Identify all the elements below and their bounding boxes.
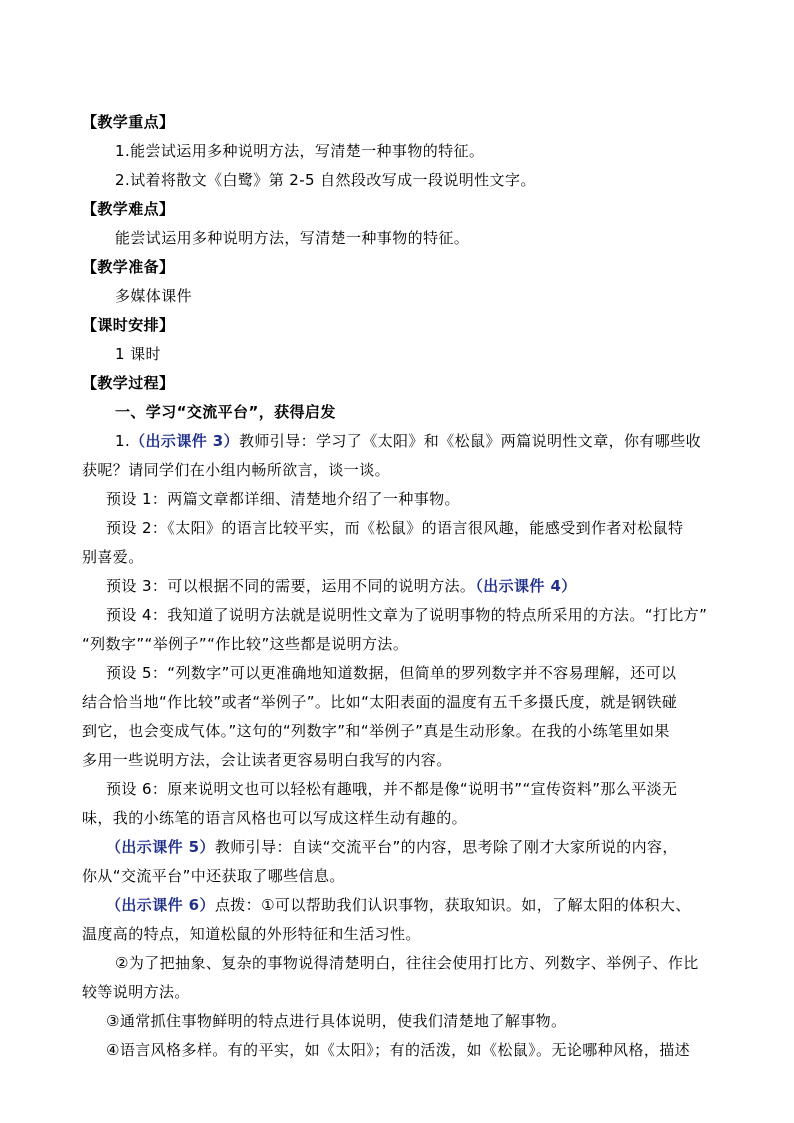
schedule-text: 1 课时 <box>115 345 161 363</box>
point-3: ③通常抓住事物鲜明的特点进行具体说明，使我们清楚地了解事物。 <box>106 1012 567 1030</box>
preset-6-line-2: 味，我的小练笔的语言风格也可以写成这样生动有趣的。 <box>82 809 468 827</box>
difficulties-heading: 【教学难点】 <box>82 200 175 218</box>
show-slide-5: （出示课件 5） <box>106 838 215 856</box>
preset-2-line-1: 预设 2：《太阳》的语言比较平实，而《松鼠》的语言很风趣，能感受到作者对松鼠特 <box>106 519 684 537</box>
preset-1: 预设 1：两篇文章都详细、清楚地介绍了一种事物。 <box>106 490 460 508</box>
preset-4-line-1: 预设 4：我知道了说明方法就是说明性文章为了说明事物的特点所采用的方法。“打比方” <box>106 606 708 624</box>
preset-3-text: 预设 3：可以根据不同的需要，运用不同的说明方法。 <box>106 577 476 595</box>
preset-5-line-3: 到它，也会变成气体。”这句的“列数字”和“举例子”真是生动形象。在我的小练笔里如果 <box>82 722 670 740</box>
process-paragraph-1-cont: 获呢？请同学们在小组内畅所欲言，谈一谈。 <box>82 461 391 479</box>
process-subheading: 一、学习“交流平台”，获得启发 <box>115 403 336 421</box>
point-4: ④语言风格多样。有的平实，如《太阳》；有的活泼，如《松鼠》。无论哪种风格，描述 <box>106 1041 691 1059</box>
process-heading: 【教学过程】 <box>82 374 175 392</box>
process-paragraph-6 <box>106 895 691 915</box>
show-slide-4: （出示课件 4） <box>475 577 577 595</box>
preset-5-line-2: 结合恰当地“作比较”或者“举例子”。比如“太阳表面的温度有五千多摄氏度，就是钢铁碰 <box>82 693 678 711</box>
paragraph-6-text: 点拨：①可以帮助我们认识事物，获取知识。如，了解太阳的体积大、 <box>214 896 691 914</box>
preset-5-line-4: 多用一些说明方法，会让读者更容易明白我写的内容。 <box>82 751 452 769</box>
difficulties-text: 能尝试运用多种说明方法，写清楚一种事物的特征。 <box>115 229 470 247</box>
show-slide-3: （出示课件 3） <box>130 432 239 450</box>
preparation-heading: 【教学准备】 <box>82 258 175 276</box>
preparation-text: 多媒体课件 <box>115 287 193 305</box>
preset-4-line-2: “列数字”“举例子”“作比较”这些都是说明方法。 <box>82 635 409 653</box>
process-paragraph-5 <box>106 837 678 857</box>
paragraph-number: 1. <box>115 432 131 450</box>
process-paragraph-5-cont: 你从“交流平台”中还获取了哪些信息。 <box>82 867 345 885</box>
schedule-heading: 【课时安排】 <box>82 316 175 334</box>
key-points-heading: 【教学重点】 <box>82 113 175 131</box>
preset-2-line-2: 别喜爱。 <box>82 548 144 566</box>
process-paragraph-6-cont: 温度高的特点，知道松鼠的外形特征和生活习性。 <box>82 925 421 943</box>
key-point-item-1: 1.能尝试运用多种说明方法，写清楚一种事物的特征。 <box>115 142 485 160</box>
show-slide-6: （出示课件 6） <box>106 896 215 914</box>
preset-5-line-1: 预设 5：“列数字”可以更准确地知道数据，但简单的罗列数字并不容易理解，还可以 <box>106 664 677 682</box>
key-point-item-2: 2.试着将散文《白鹭》第 2-5 自然段改写成一段说明性文字。 <box>115 171 536 189</box>
process-paragraph-1 <box>115 431 701 451</box>
preset-6-line-1: 预设 6：原来说明文也可以轻松有趣哦，并不都是像“说明书”“宣传资料”那么平淡无 <box>106 780 678 798</box>
point-2-line-2: 较等说明方法。 <box>82 983 190 1001</box>
point-2-line-1: ②为了把抽象、复杂的事物说得清楚明白，往往会使用打比方、列数字、举例子、作比 <box>115 954 699 972</box>
paragraph-text: 教师引导：学习了《太阳》和《松鼠》两篇说明性文章，你有哪些收 <box>239 432 702 450</box>
paragraph-5-text: 教师引导：自读“交流平台”的内容，思考除了刚才大家所说的内容， <box>214 838 678 856</box>
preset-3 <box>106 576 577 596</box>
